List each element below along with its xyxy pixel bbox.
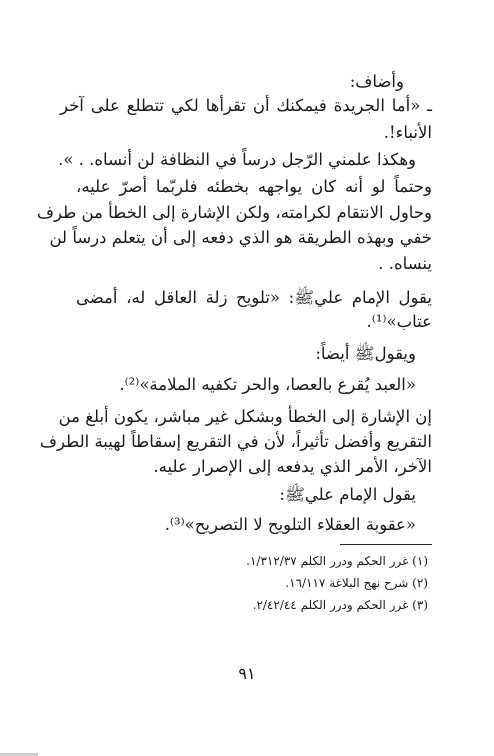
text-line-15: الآخر، الأمر الذي يدفعه إلى الإصرار عليه. [153, 457, 432, 476]
text-line-16: يقول الإمام عليﷺ: [279, 485, 416, 504]
footnote-separator [340, 544, 432, 545]
text-line-13: إن الإشارة إلى الخطأ وبشكل غير مباشر، يكون أبلغ من [58, 407, 432, 426]
footnote-1: (١) غرر الحكم ودرر الكلم ١/٣١٢/٣٧. [246, 554, 428, 568]
text-line-6: وحاول الانتقام لكرامته، ولكن الإشارة إلى الخطأ من طرف [36, 203, 432, 222]
quote-line-3: «عقوبة العقلاء التلويح لا التصريح»⁽³⁾. [164, 515, 416, 534]
text-line-2: ـ «أما الجريدة فيمكنك أن تقرأها لكي تتطلع على آخر [60, 96, 432, 115]
text-line-3: الأنباء!. [383, 123, 432, 142]
text-line-8: ينساه. . [378, 254, 432, 273]
quote-intro-line: يقول الإمام عليﷺ: «تلويح زلة العاقل له، أمضى [76, 288, 432, 307]
quote-end-line: عتاب»⁽¹⁾. [366, 312, 432, 331]
footnote-2: (٢) شرح نهج البلاغة ١٦/١١٧. [285, 576, 428, 590]
text-line-7: خفي وبهذه الطريقة هو الذي دفعه إلى أن يتعلم درساً لن [49, 228, 432, 247]
footnote-3: (٣) غرر الحكم ودرر الكلم ٢/٤٢/٤٤. [252, 598, 428, 612]
text-line-14: التقريع وأفضل تأثيراً، لأن في التقريع إسقاطاً لهيبة الطرف [39, 432, 432, 451]
text-line-5: وحتماً لو أنه كان يواجهه بخطئه فلربّما أصرّ عليه، [76, 177, 432, 196]
page-number: ٩١ [238, 664, 256, 683]
text-line-11: ويقولﷺ أيضاً: [315, 344, 416, 363]
text-line-4: وهكذا علمني الرّجل درساً في النظافة لن أنساه. . ». [58, 150, 416, 169]
quote-line-2: «العبد يُقرع بالعصا، والحر تكفيه الملامة»⁽²⁾. [119, 375, 416, 394]
text-line-1: وأضاف: [349, 72, 404, 91]
